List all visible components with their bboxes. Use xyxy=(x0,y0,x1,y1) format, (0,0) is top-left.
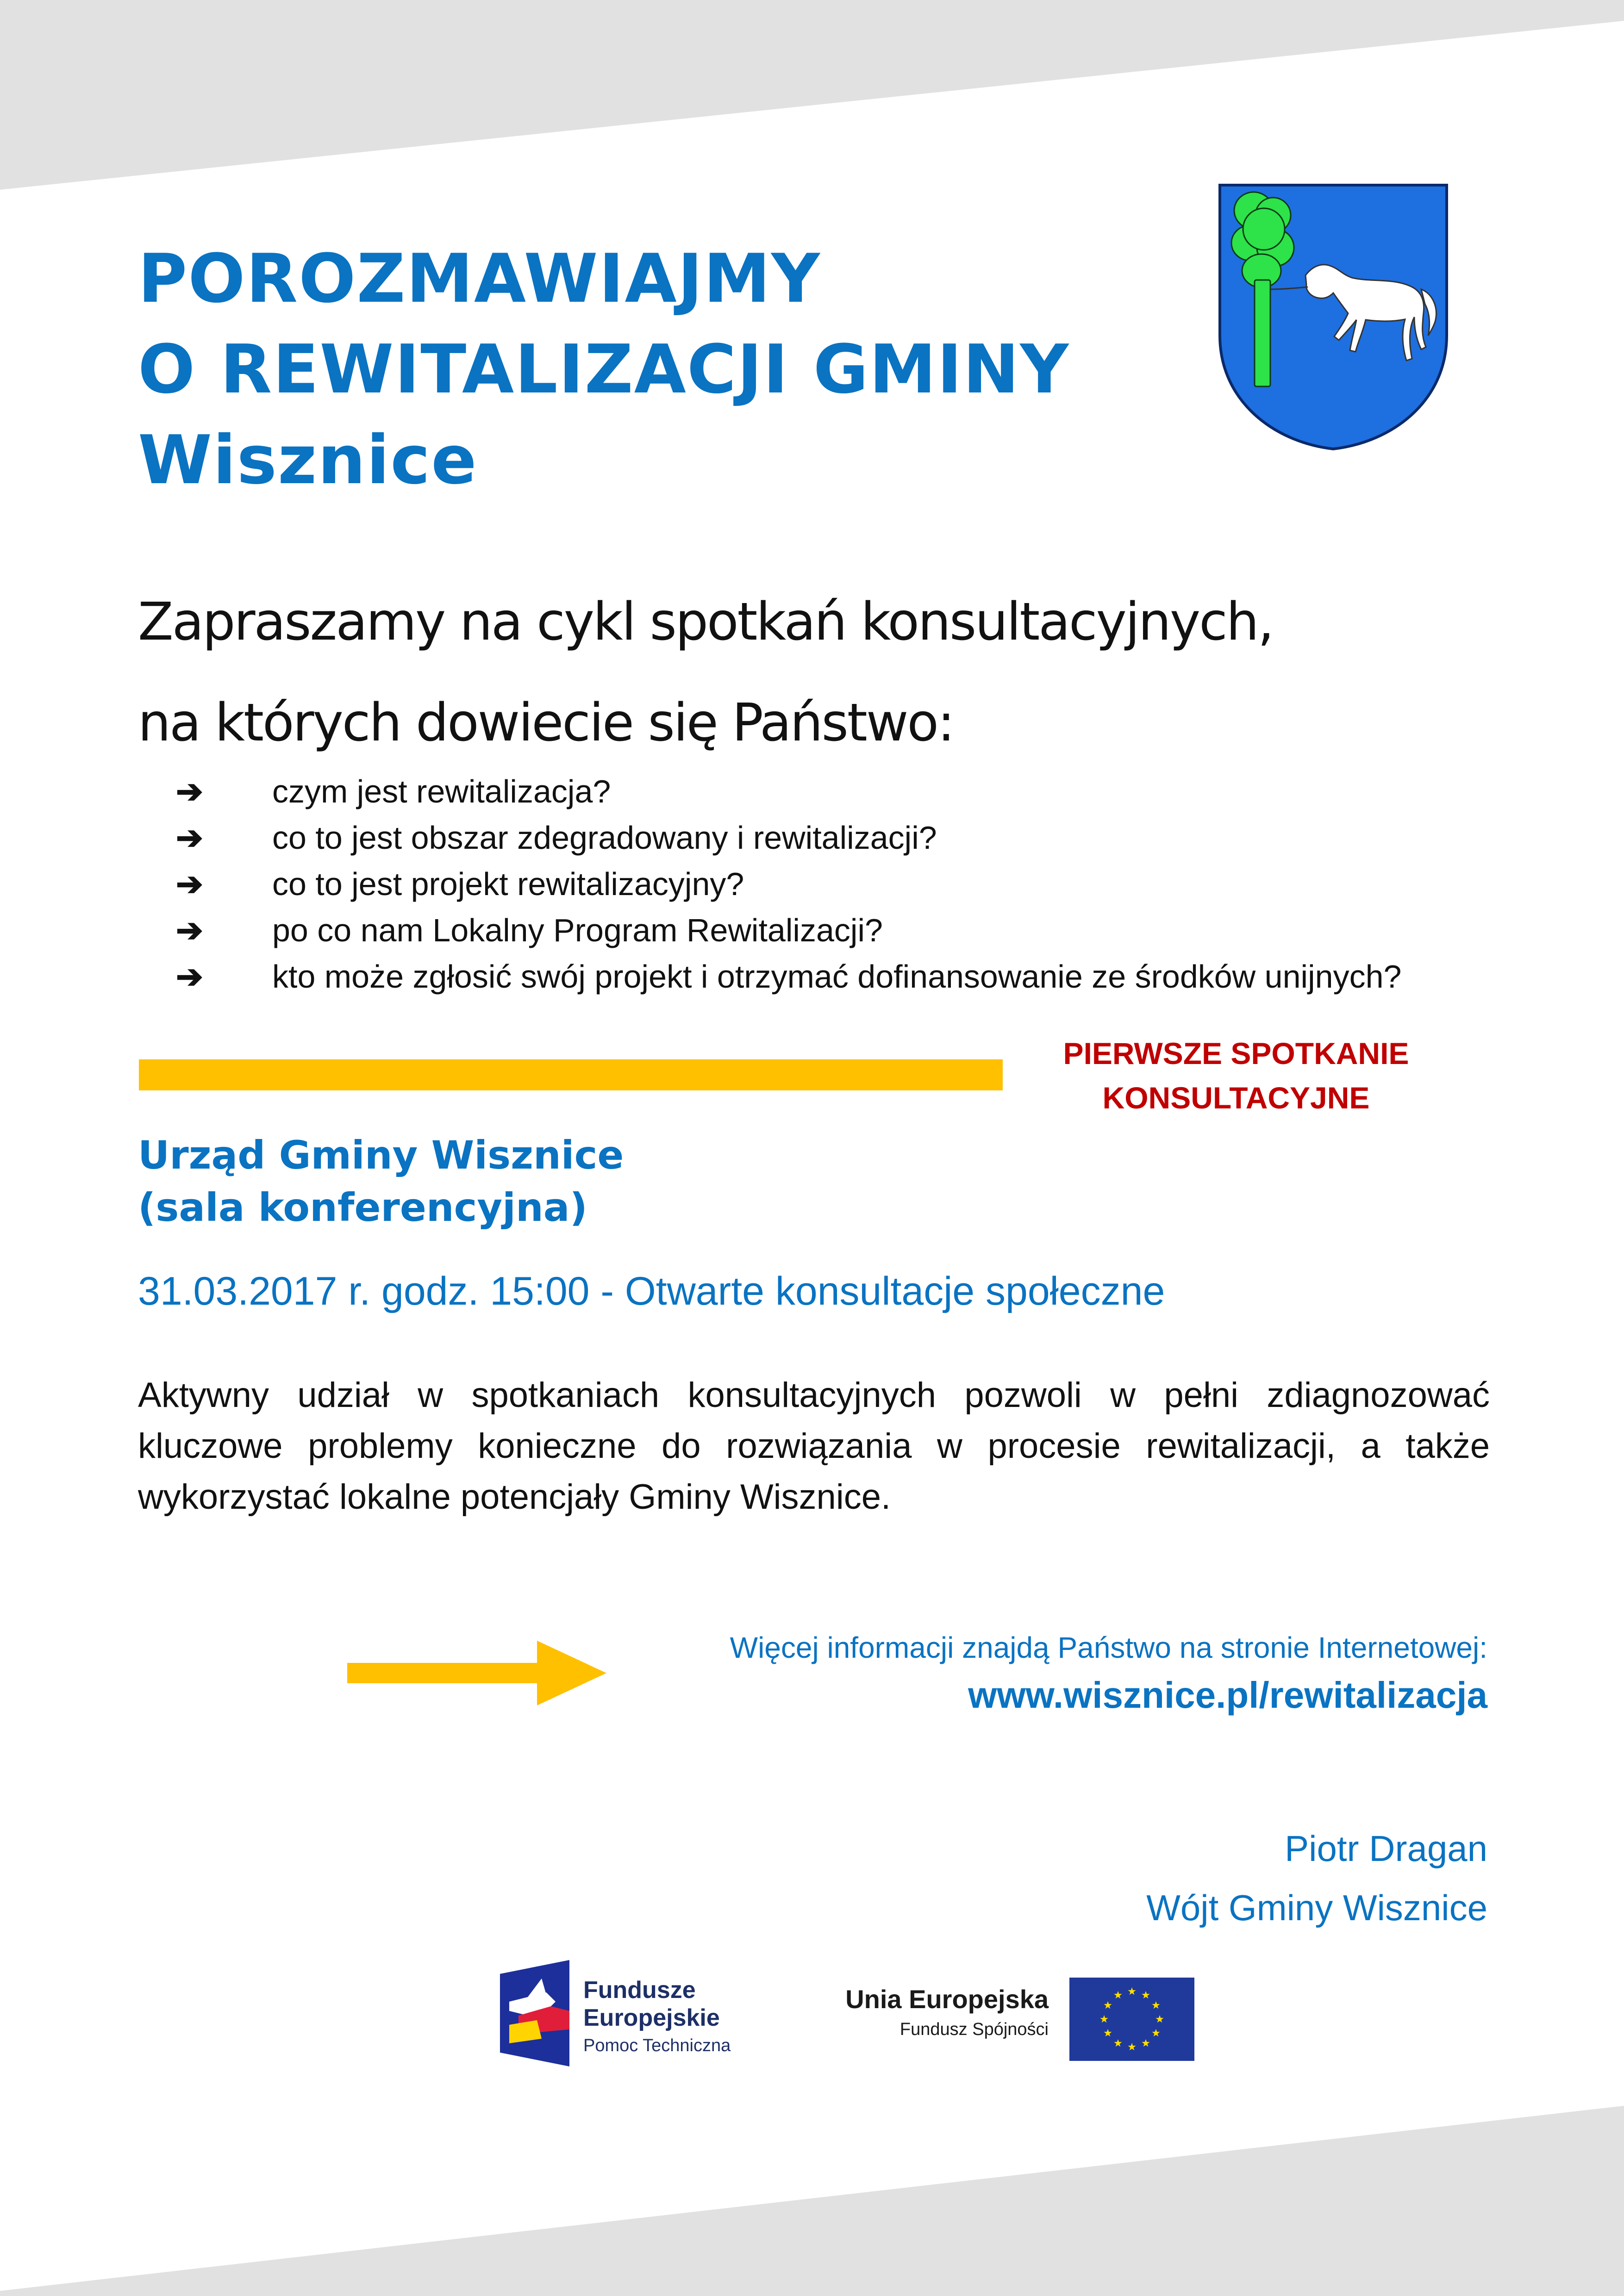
bottom-band xyxy=(0,2092,1624,2296)
fe-subtitle: Pomoc Techniczna xyxy=(583,2036,731,2055)
right-arrow-bullet-icon: ➔ xyxy=(176,958,203,995)
right-arrow-bullet-icon: ➔ xyxy=(176,912,203,948)
fundusze-europejskie-logo xyxy=(491,1932,815,2085)
unia-europejska-text xyxy=(845,1983,1049,2043)
body-line-3: wykorzystać lokalne potencjały Gminy Wisznice. xyxy=(138,1477,891,1517)
event-date-line: 31.03.2017 r. godz. 15:00 - Otwarte konsultacje społeczne xyxy=(138,1269,1165,1313)
meeting-line-1: PIERWSZE SPOTKANIE xyxy=(1063,1036,1409,1070)
fundusze-europejskie-text xyxy=(583,1976,731,2060)
more-info-label: Więcej informacji znajdą Państwo na stronie Internetowej: xyxy=(730,1631,1487,1664)
meeting-line-2: KONSULTACYJNE xyxy=(1102,1081,1370,1115)
intro-line-1: Zapraszamy na cykl spotkań konsultacyjnych, xyxy=(138,592,1273,652)
right-arrow-icon xyxy=(347,1641,606,1705)
title-line-1: POROZMAWIAJMY xyxy=(138,240,821,318)
signature-role: Wójt Gminy Wisznice xyxy=(1146,1887,1487,1928)
fe-name-line-2: Europejskie xyxy=(583,2004,720,2031)
yellow-divider-bar xyxy=(139,1059,1003,1090)
body-line-2: kluczowe problemy konieczne do rozwiązania w procesie rewitalizacji, a także xyxy=(138,1426,1490,1466)
fe-name-line-1: Fundusze xyxy=(583,1977,696,2004)
list-item-text: co to jest projekt rewitalizacyjny? xyxy=(272,866,744,902)
body-paragraph xyxy=(138,1370,1490,1523)
signature-name: Piotr Dragan xyxy=(1285,1828,1487,1869)
list-item-text: czym jest rewitalizacja? xyxy=(272,773,611,809)
list-item-text: co to jest obszar zdegradowany i rewitalizacji? xyxy=(272,820,937,856)
website-link[interactable]: www.wisznice.pl/rewitalizacja xyxy=(968,1674,1487,1716)
title-line-3: Wisznice xyxy=(138,421,478,499)
venue xyxy=(138,1129,624,1234)
eu-flag-icon xyxy=(1069,1978,1194,2061)
fundusze-europejskie-star-icon xyxy=(500,1960,583,2066)
right-arrow-bullet-icon: ➔ xyxy=(176,866,203,902)
right-arrow-bullet-icon: ➔ xyxy=(176,820,203,856)
ue-name: Unia Europejska xyxy=(845,1985,1049,2014)
page-title xyxy=(138,234,1069,506)
fe-name xyxy=(583,1976,731,2032)
venue-line-1: Urząd Gminy Wisznice xyxy=(138,1132,624,1178)
list-item-text: po co nam Lokalny Program Rewitalizacji? xyxy=(272,912,883,948)
signature xyxy=(926,1819,1487,1937)
venue-line-2: (sala konferencyjna) xyxy=(138,1185,587,1230)
list-item-text: kto może zgłosić swój projekt i otrzymać dofinansowanie ze środków unijnych? xyxy=(272,958,1402,995)
body-line-1: Aktywny udział w spotkaniach konsultacyjnych pozwoli w pełni zdiagnozować xyxy=(138,1375,1490,1415)
top-band xyxy=(0,0,1624,194)
intro-text xyxy=(138,572,1273,773)
intro-line-2: na których dowiecie się Państwo: xyxy=(138,693,954,753)
more-info xyxy=(602,1625,1487,1721)
coat-of-arms-tree-horse-icon xyxy=(1218,183,1449,451)
right-arrow-bullet-icon: ➔ xyxy=(176,773,203,809)
meeting-label xyxy=(972,1031,1500,1120)
unia-europejska-logo xyxy=(819,1965,1199,2062)
title-line-2: O REWITALIZACJI GMINY xyxy=(138,330,1070,409)
ue-subtitle: Fundusz Spójności xyxy=(899,2020,1049,2039)
